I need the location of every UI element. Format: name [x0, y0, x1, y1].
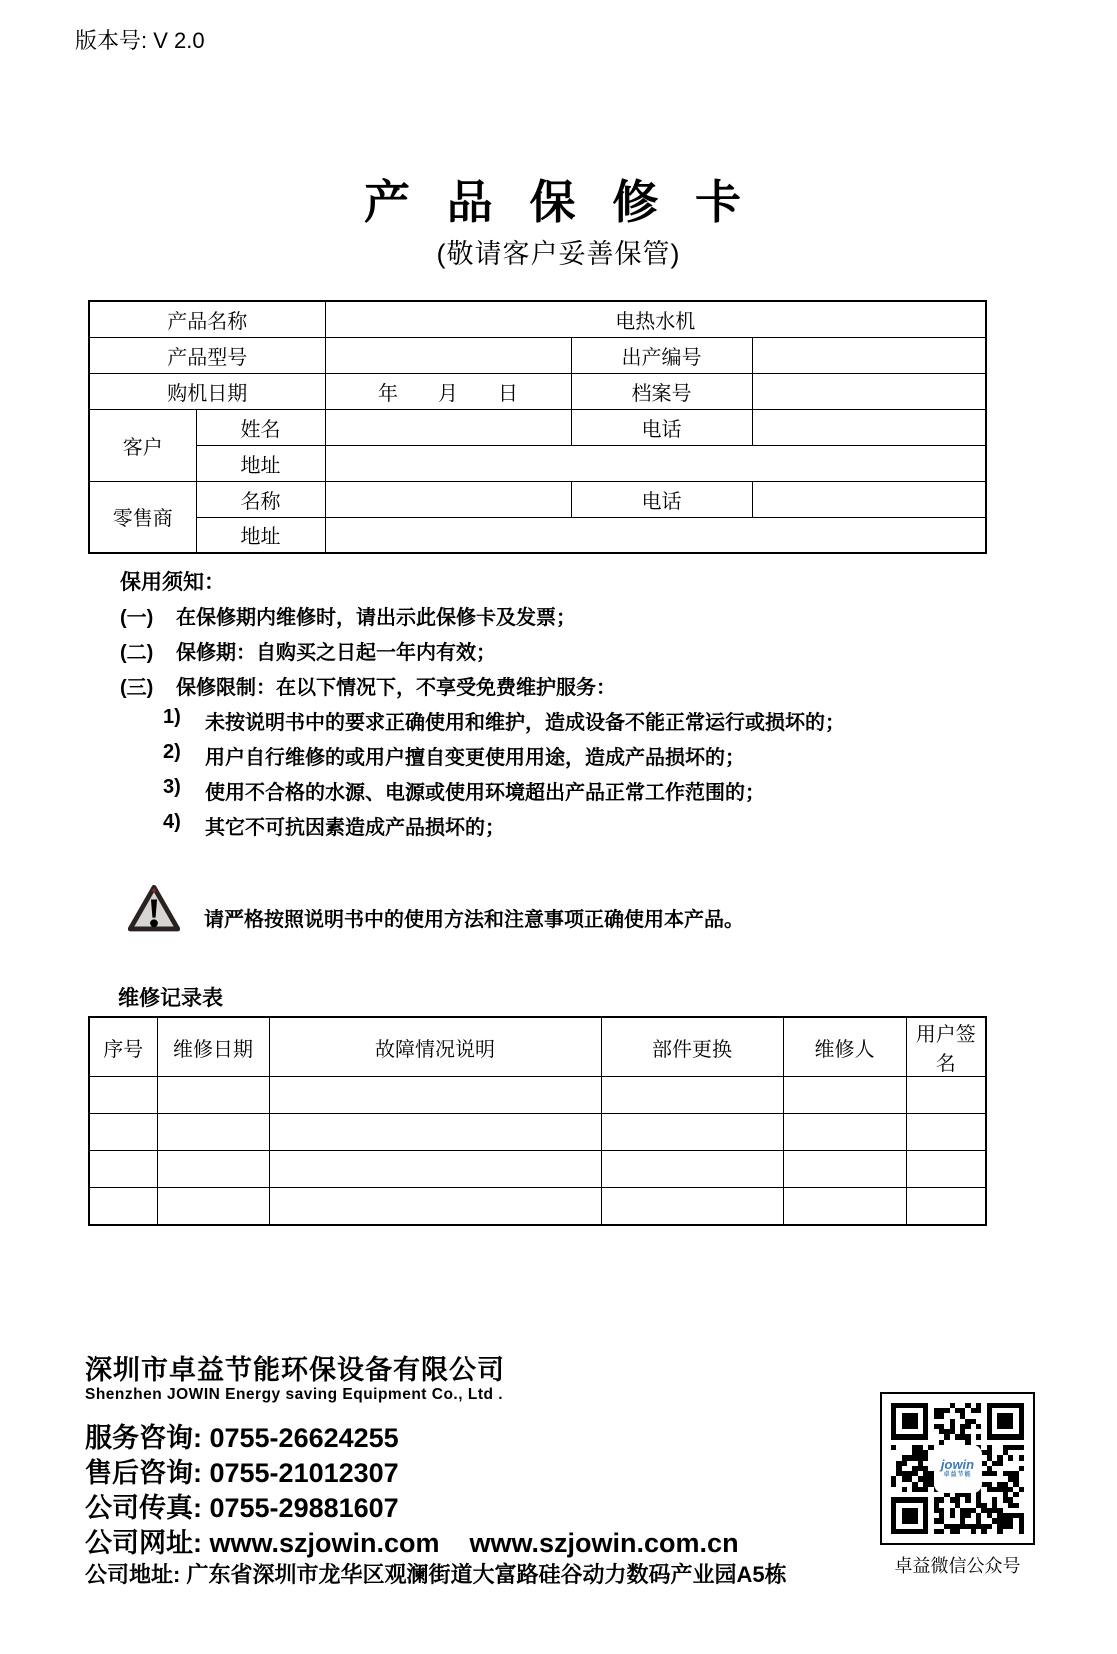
- row-purchase-date: [89, 373, 986, 409]
- fax-line: 公司传真: 0755-29881607: [85, 1493, 399, 1523]
- retailer-address-label: 地址: [196, 517, 325, 553]
- empty-cell: [157, 1151, 269, 1188]
- empty-cell: [269, 1151, 601, 1188]
- empty-cell: [601, 1077, 783, 1114]
- customer-address-value-cell: [325, 445, 986, 481]
- qr-code: [891, 1403, 1024, 1534]
- empty-cell: [269, 1188, 601, 1225]
- aftersales-phone-line: 售后咨询: 0755-21012307: [85, 1458, 399, 1488]
- maintenance-table-title: 维修记录表: [118, 987, 223, 1010]
- empty-cell: [906, 1114, 986, 1151]
- row-customer-name: [89, 409, 986, 445]
- empty-cell: [157, 1188, 269, 1225]
- empty-cell: [601, 1151, 783, 1188]
- product-name-value: 电热水机: [325, 301, 986, 337]
- jowin-logo-subtext: 卓益节能: [943, 1472, 972, 1478]
- notice-subitem-3-marker: 3): [163, 776, 181, 798]
- notice-item-1-marker: (一): [120, 607, 154, 629]
- notice-item-2-marker: (二): [120, 642, 154, 664]
- notice-item-2-text: 保修期：自购买之日起一年内有效；: [176, 642, 496, 664]
- empty-cell: [89, 1114, 157, 1151]
- row-retailer-name: [89, 481, 986, 517]
- notice-item-2: [120, 636, 496, 665]
- notice-heading: 保用须知：: [120, 571, 225, 594]
- empty-cell: [783, 1114, 906, 1151]
- notice-subitem-3: [163, 776, 765, 805]
- file-no-value-cell: [752, 373, 986, 409]
- empty-cell: [906, 1077, 986, 1114]
- customer-phone-label: 电话: [571, 409, 752, 445]
- maintenance-header-row: [89, 1017, 986, 1077]
- company-name-en: Shenzhen JOWIN Energy saving Equipment Co., Ltd .: [85, 1386, 504, 1403]
- notice-subitem-4: [163, 811, 505, 840]
- header-parts-replaced: 部件更换: [601, 1017, 783, 1077]
- row-retailer-address: [89, 517, 986, 553]
- serial-no-label: 出产编号: [571, 337, 752, 373]
- header-fault-description: 故障情况说明: [269, 1017, 601, 1077]
- empty-cell: [269, 1077, 601, 1114]
- retailer-name-value-cell: [325, 481, 571, 517]
- notice-subitem-2: [163, 741, 745, 770]
- version-label: 版本号: V 2.0: [75, 28, 205, 53]
- retailer-address-value-cell: [325, 517, 986, 553]
- maintenance-record-table: [88, 1016, 987, 1226]
- empty-cell: [783, 1077, 906, 1114]
- page-subtitle: (敬请客户妥善保管): [436, 239, 681, 269]
- header-repair-person: 维修人: [783, 1017, 906, 1077]
- notice-item-1-text: 在保修期内维修时，请出示此保修卡及发票；: [176, 607, 576, 629]
- product-name-label: 产品名称: [89, 301, 325, 337]
- customer-address-label: 地址: [196, 445, 325, 481]
- page-title: 产 品 保 修 卡: [363, 176, 754, 228]
- customer-name-value-cell: [325, 409, 571, 445]
- empty-cell: [906, 1188, 986, 1225]
- retailer-name-label: 名称: [196, 481, 325, 517]
- row-product-name: [89, 301, 986, 337]
- warning-triangle-icon: [128, 884, 180, 934]
- notice-subitem-2-marker: 2): [163, 741, 181, 763]
- header-repair-date: 维修日期: [157, 1017, 269, 1077]
- customer-name-label: 姓名: [196, 409, 325, 445]
- notice-subitem-4-marker: 4): [163, 811, 181, 833]
- retailer-phone-label: 电话: [571, 481, 752, 517]
- notice-item-3-marker: (三): [120, 677, 154, 699]
- empty-cell: [89, 1151, 157, 1188]
- product-model-value-cell: [325, 337, 571, 373]
- empty-cell: [157, 1077, 269, 1114]
- empty-cell: [783, 1151, 906, 1188]
- service-phone-line: 服务咨询: 0755-26624255: [85, 1423, 399, 1453]
- serial-no-value-cell: [752, 337, 986, 373]
- product-info-table: [88, 300, 987, 554]
- retailer-phone-value-cell: [752, 481, 986, 517]
- file-no-label: 档案号: [571, 373, 752, 409]
- jowin-logo: [936, 1447, 980, 1491]
- header-user-signature: 用户签名: [906, 1017, 986, 1077]
- empty-cell: [906, 1151, 986, 1188]
- notice-item-3: [120, 671, 616, 700]
- maintenance-empty-row: [89, 1188, 986, 1225]
- customer-phone-value-cell: [752, 409, 986, 445]
- warning-text: 请严格按照说明书中的使用方法和注意事项正确使用本产品。: [204, 909, 744, 931]
- customer-label: 客户: [89, 409, 196, 481]
- product-model-label: 产品型号: [89, 337, 325, 373]
- empty-cell: [783, 1188, 906, 1225]
- row-product-model: [89, 337, 986, 373]
- purchase-date-value: 年 月 日: [325, 373, 571, 409]
- notice-subitem-1: [163, 706, 845, 735]
- notice-subitem-1-text: 未按说明书中的要求正确使用和维护，造成设备不能正常运行或损坏的；: [205, 712, 845, 734]
- notice-subitem-3-text: 使用不合格的水源、电源或使用环境超出产品正常工作范围的；: [205, 782, 765, 804]
- empty-cell: [269, 1114, 601, 1151]
- wechat-qr-code-box: [880, 1392, 1035, 1545]
- address-line: 公司地址: 广东省深圳市龙华区观澜街道大富路硅谷动力数码产业园A5栋: [85, 1562, 787, 1587]
- empty-cell: [157, 1114, 269, 1151]
- maintenance-empty-row: [89, 1114, 986, 1151]
- notice-item-1: [120, 601, 576, 630]
- purchase-date-label: 购机日期: [89, 373, 325, 409]
- notice-item-3-text: 保修限制：在以下情况下，不享受免费维护服务：: [176, 677, 616, 699]
- retailer-label: 零售商: [89, 481, 196, 553]
- empty-cell: [89, 1188, 157, 1225]
- row-customer-address: [89, 445, 986, 481]
- notice-subitem-4-text: 其它不可抗因素造成产品损坏的；: [205, 817, 505, 839]
- empty-cell: [601, 1114, 783, 1151]
- maintenance-empty-row: [89, 1077, 986, 1114]
- website-line: 公司网址: www.szjowin.com www.szjowin.com.cn: [85, 1528, 739, 1558]
- notice-subitem-1-marker: 1): [163, 706, 181, 728]
- maintenance-empty-row: [89, 1151, 986, 1188]
- header-seq-no: 序号: [89, 1017, 157, 1077]
- notice-subitem-2-text: 用户自行维修的或用户擅自变更使用用途，造成产品损坏的；: [205, 747, 745, 769]
- empty-cell: [601, 1188, 783, 1225]
- jowin-logo-text: jowin: [940, 1457, 975, 1472]
- company-name-cn: 深圳市卓益节能环保设备有限公司: [85, 1355, 505, 1385]
- qr-caption: 卓益微信公众号: [894, 1556, 1021, 1576]
- empty-cell: [89, 1077, 157, 1114]
